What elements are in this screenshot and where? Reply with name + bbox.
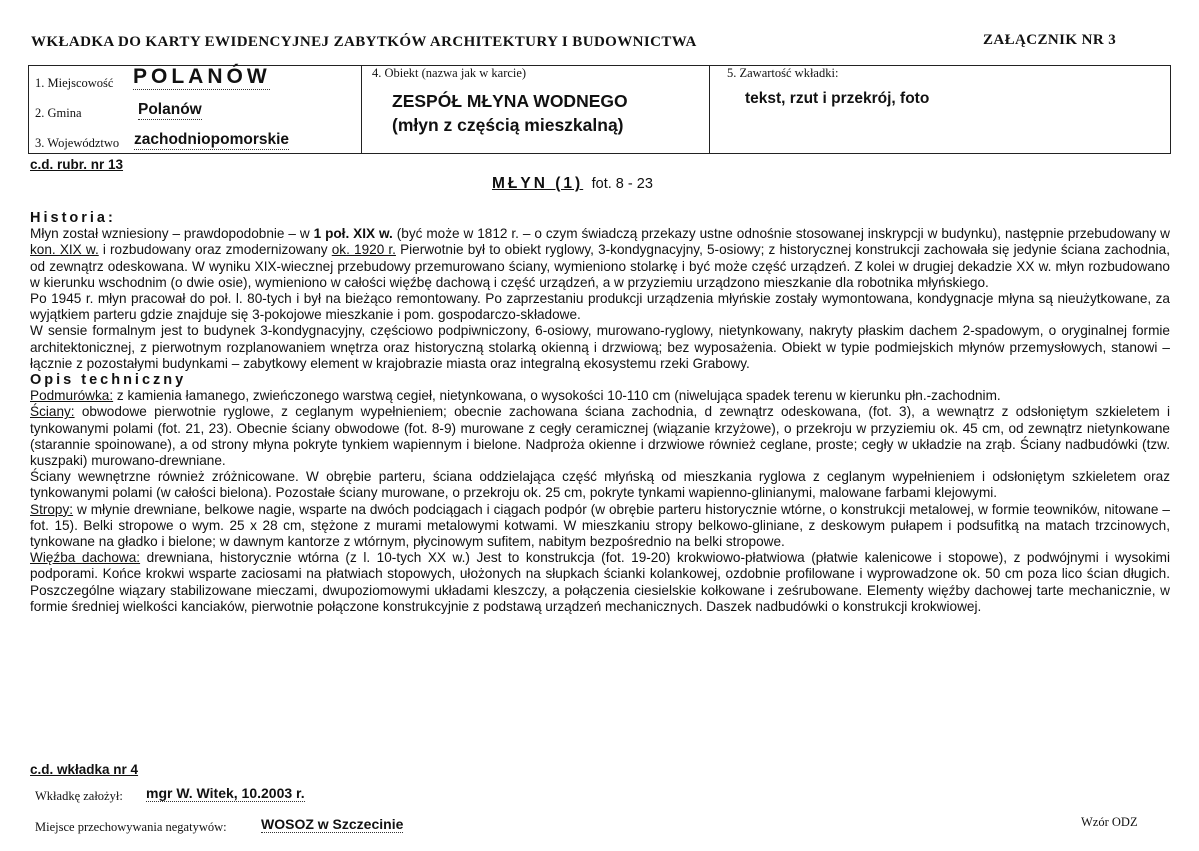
sciany-wewnetrzne-paragraph: Ściany wewnętrzne również zróżnicowane. W obrębie parteru, ściana oddzielająca część młyńską od mieszkania ryglowa z ceglanym wypełnieniem i odsłoniętym szkieletem oraz tynkowanymi polami (w całości bielona). Pozostałe ściany murowane, o przekroju ok. 25 cm, pokryte tynkami wapienno-glinianymi, malowane farbami klejowymi. — [30, 469, 1170, 501]
form-right-border — [1170, 65, 1171, 154]
historia-paragraph-3: W sensie formalnym jest to budynek 3-kondygnacyjny, częściowo podpiwniczony, 6-osiowy, murowano-ryglowy, nietynkowany, nakryty płaskim dachem 2-spadowym, o oryginalnej formie architektonicznej, z pierwotnym rozplanowaniem wnętrza oraz historyczną stolarką okienną i drzwiową; bez wyposażenia. Obiekt w typie podmiejskich młynów przemysłowych, stanowi – łącznie z pozostałymi budynkami – zabytkowy element w krajobrazie miasta oraz integralną ekosystemu rzeki Grabowy. — [30, 323, 1170, 371]
section-photos: fot. 8 - 23 — [591, 176, 653, 192]
continuation-note: c.d. rubr. nr 13 — [30, 157, 124, 172]
object-label: 4. Obiekt (nazwa jak w karcie) — [372, 66, 527, 80]
stropy-label: Stropy: — [30, 501, 74, 517]
document-title: WKŁADKA DO KARTY EWIDENCYJNEJ ZABYTKÓW ARCHITEKTURY I BUDOWNICTWA — [31, 34, 697, 50]
wiezba-paragraph: Więźba dachowa: drewniana, historycznie wtórna (z l. 10-tych XX w.) Jest to konstrukcja (fot. 19-20) krokwiowo-płatwiowa (płatwie kalenicowe i stopowe), z podwójnymi i wysokimi podporami. Końce krokwi wsparte zaciosami na płatwiach stopowych, ułożonych na słupkach ścianki kolankowej, ozdobnie profilowane i wyprowadzone ok. 50 cm poza lico ścian długich. Poszczególne wiązary stabilizowane mieczami, dwupoziomowymi układami kleszczy, a połączenia ciesielskie kołkowane i ześrubowane. Elementy więźby dachowej tarte mechanicznie, w formie średniej wielkości kanciaków, pierwotnie połączone konstrukcyjnie z podstawą urządzeń mechanicznych. Daszek nadbudówki o konstrukcji krokwiowej. — [30, 550, 1170, 614]
sciany-paragraph: Ściany: obwodowe pierwotnie ryglowe, z ceglanym wypełnieniem; obecnie zachowana ściana zachodnia, d zewnątrz odeskowana, (fot. 3), a wewnątrz z odsłoniętym szkieletem i tynkowanymi polami (fot. 21, 23). Obecnie ściany obwodowe (fot. 8-9) murowane z cegły ceramicznej (wiązanie krzyżowe), o przekroju w przyziemiu ok. 45 cm, od zewnątrz nietynkowane (starannie spoinowane), a od strony młyna pokryte tynkiem wapiennym i bielone. Nadproża okienne i drzwiowe również ceglane, proste; cegły w układzie na zrąb. Ściany nadbudówki (tzw. kuszpaki) murowano-drewniane. — [30, 404, 1170, 469]
form-left-border — [28, 65, 29, 154]
locality-value: POLANÓW — [133, 65, 271, 88]
commune-label: 2. Gmina — [35, 106, 82, 120]
form-bottom-border — [28, 153, 1170, 154]
author-value: mgr W. Witek, 10.2003 r. — [146, 785, 305, 801]
podmurowka-label: Podmurówka: — [30, 388, 114, 404]
contents-label: 5. Zawartość wkładki: — [727, 66, 839, 80]
historia-paragraph-2: Po 1945 r. młyn pracował do poł. l. 80-tych i był na bieżąco remontowany. Po zaprzestaniu produkcji urządzenia młyńskie zostały wymontowana, kondygnacje młyna są nieużytkowane, za wyjątkiem parteru gdzie znajduje się 3-pokojowe mieszkanie i pom. gospodarczo-składowe. — [30, 291, 1170, 323]
sciany-label: Ściany: — [30, 404, 75, 420]
object-name-line1: ZESPÓŁ MŁYNA WODNEGO — [392, 91, 628, 111]
opis-heading: Opis techniczny — [30, 372, 187, 389]
historia-paragraph-1: Młyn został wzniesiony – prawdopodobnie – w 1 poł. XIX w. (być może w 1812 r. – o czym świadczą przekazy ustne odnośnie stosowanej inskrypcji w budynku), następnie przebudowany w kon. XIX w. i rozbudowany oraz zmodernizowany ok. 1920 r. Pierwotnie był to obiekt ryglowy, 3-kondygnacyjny, 5-osiowy; z historycznej konstrukcji zachowała się jedynie ściana zachodnia, od zewnątrz odeskowana. W wyniku XIX-wiecznej przebudowy przemurowano ściany, wymieniono stolarkę i być może część urządzeń. Z kolei w drugiej dekadzie XX w. młyn rozbudowano w kierunku wschodnim (o dwie osie), wymieniono w całości więźbę dachową i część urządzeń, a w przyziemiu urządzono mieszkanie dla robotnika młyńskiego. — [30, 226, 1170, 290]
commune-value: Polanów — [138, 101, 202, 118]
author-label: Wkładkę założył: — [35, 789, 123, 803]
body-text — [30, 210, 1170, 615]
podmurowka-paragraph: Podmurówka: z kamienia łamanego, zwieńczonego warstwą cegieł, nietynkowana, o wysokości 10-110 cm (niwelująca spadek terenu w kierunku płn.-zachodnim. — [30, 388, 1001, 404]
wiezba-label: Więźba dachowa: — [30, 550, 141, 566]
locality-label: 1. Miejscowość — [35, 76, 114, 90]
attachment-number: ZAŁĄCZNIK NR 3 — [983, 32, 1117, 48]
section-name: MŁYN (1) — [492, 175, 584, 192]
form-template-id: Wzór ODZ — [1081, 815, 1138, 829]
negatives-value: WOSOZ w Szczecinie — [261, 816, 404, 832]
section-title — [492, 175, 653, 193]
voivodeship-value: zachodniopomorskie — [134, 131, 290, 148]
stropy-paragraph: Stropy: w młynie drewniane, belkowe nagie, wsparte na dwóch podciągach i ciągach podpór (w obrębie parteru historycznie wtórne, o konstrukcji metalowej, w formie teowników, nitowane – fot. 15). Belki stropowe o wym. 25 x 28 cm, stężone z murami metalowymi kotwami. W mieszkaniu stropy belkowo-gliniane, z deskowym pułapem i podsufitką na matach trzcinowych, tynkowane na gładko i bielone; w dawnym kantorze z wtórnym, płycinowym sufitem, nabitym bezpośrednio na belki stropowe. — [30, 501, 1170, 550]
form-divider-2 — [709, 65, 710, 154]
historia-heading: Historia: — [30, 210, 116, 226]
contents-value: tekst, rzut i przekrój, foto — [745, 90, 930, 107]
form-divider-1 — [361, 65, 362, 154]
voivodeship-label: 3. Województwo — [35, 136, 120, 150]
footer-continuation: c.d. wkładka nr 4 — [30, 762, 139, 777]
object-name-line2: (młyn z częścią mieszkalną) — [392, 115, 624, 135]
negatives-label: Miejsce przechowywania negatywów: — [35, 820, 227, 834]
